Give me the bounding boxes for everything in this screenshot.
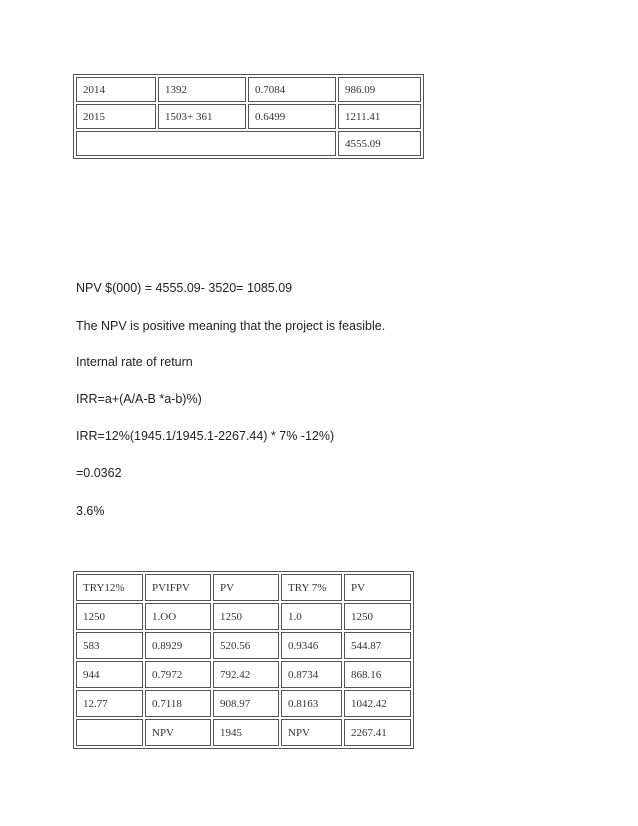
discounted-cashflow-table [73,74,424,159]
irr-substitution: IRR=12%(1945.1/1945.1-2267.44) * 7% -12%) [76,429,335,443]
table-cell: 520.56 [213,632,279,659]
table-cell: 1.0 [281,603,342,630]
table-header-row [76,574,411,601]
npv-conclusion: The NPV is positive meaning that the project is feasible. [76,319,386,333]
year-cell: 2014 [76,77,156,102]
table-cell: 1945 [213,719,279,746]
table-cell: 1250 [344,603,411,630]
present-value-cell: 986.09 [338,77,421,102]
present-value-cell: 1211.41 [338,104,421,129]
table-row [76,690,411,717]
table-cell: 1.OO [145,603,211,630]
table-row [76,603,411,630]
table-cell: 2267.41 [344,719,411,746]
table-row [76,632,411,659]
table-cell: 868.16 [344,661,411,688]
header-cell: TRY 7% [281,574,342,601]
table-row [76,661,411,688]
irr-decimal-result: =0.0362 [76,466,122,480]
header-cell: PV [213,574,279,601]
empty-merged-cell [76,131,336,156]
header-cell: PV [344,574,411,601]
npv-equation: NPV $(000) = 4555.09- 3520= 1085.09 [76,281,293,295]
table-cell: 0.9346 [281,632,342,659]
discount-factor-cell: 0.7084 [248,77,336,102]
table-cell: 0.8929 [145,632,211,659]
table-cell: NPV [145,719,211,746]
table-cell: 0.8734 [281,661,342,688]
header-cell: PVIFPV [145,574,211,601]
irr-percent-result: 3.6% [76,504,105,518]
table-cell: 1250 [213,603,279,630]
irr-heading: Internal rate of return [76,355,193,369]
table-row-total [76,131,421,156]
table-cell: 908.97 [213,690,279,717]
table-cell: 0.7118 [145,690,211,717]
table-cell: 944 [76,661,143,688]
table-row [76,77,421,102]
table-cell: 792.42 [213,661,279,688]
table-cell: 1042.42 [344,690,411,717]
cashflow-cell: 1503+ 361 [158,104,246,129]
header-cell: TRY12% [76,574,143,601]
irr-trial-table [73,571,414,749]
discount-factor-cell: 0.6499 [248,104,336,129]
irr-formula: IRR=a+(A/A-B *a-b)%) [76,392,202,406]
table-row-npv [76,719,411,746]
table-cell: NPV [281,719,342,746]
table-cell: 0.8163 [281,690,342,717]
year-cell: 2015 [76,104,156,129]
table-cell: 583 [76,632,143,659]
table-cell: 1250 [76,603,143,630]
table-cell: 0.7972 [145,661,211,688]
table-row [76,104,421,129]
table-cell: 12.77 [76,690,143,717]
total-present-value-cell: 4555.09 [338,131,421,156]
table-cell [76,719,143,746]
cashflow-cell: 1392 [158,77,246,102]
table-cell: 544.87 [344,632,411,659]
